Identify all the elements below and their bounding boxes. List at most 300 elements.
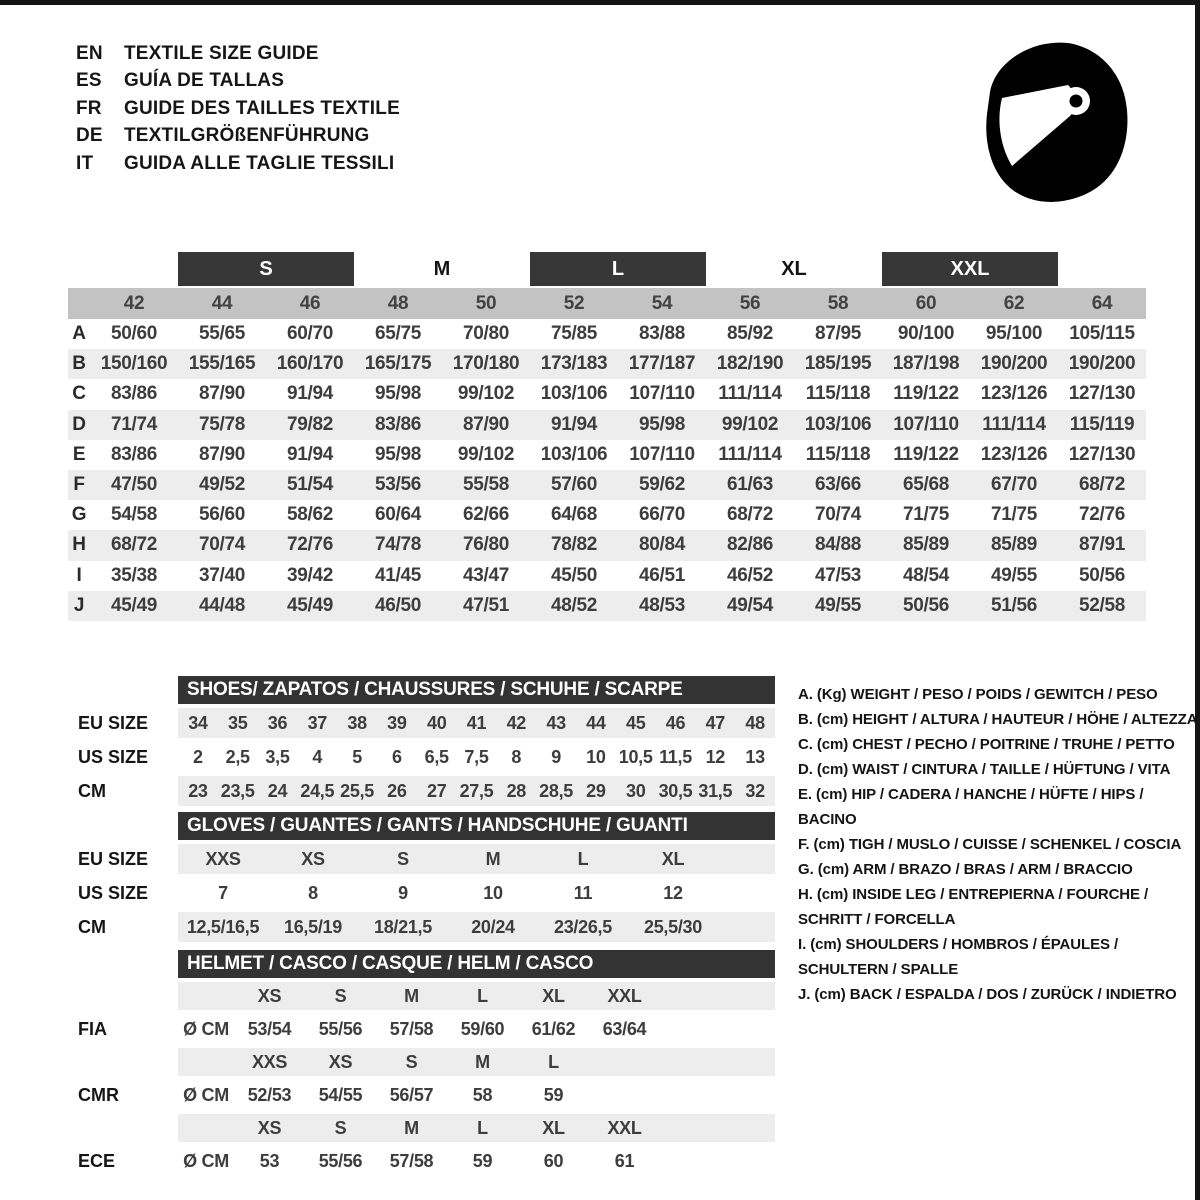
helmet-size-header — [178, 1114, 775, 1142]
helmet-size-label: M — [404, 985, 419, 1006]
size-value: 48/52 — [550, 594, 598, 616]
size-header-spacer — [78, 982, 178, 1010]
section-value: 26 — [387, 780, 407, 801]
language-title: TEXTILE SIZE GUIDE — [124, 42, 319, 64]
size-value: 87/90 — [198, 383, 246, 405]
language-title: GUIDA ALLE TAGLIE TESSILI — [124, 152, 395, 174]
section-row — [78, 742, 775, 772]
helmet-size-value: 60 — [543, 1150, 564, 1171]
size-value: 50/56 — [902, 594, 950, 616]
size-value: 71/75 — [902, 504, 950, 526]
size-value: 103/106 — [804, 413, 872, 435]
size-value: 46/50 — [374, 594, 422, 616]
numeric-size: 42 — [123, 292, 145, 314]
section-row — [78, 776, 775, 806]
shoes-size-section — [78, 676, 775, 810]
section-row-label: EU SIZE — [78, 848, 149, 869]
numeric-size: 64 — [1091, 292, 1113, 314]
helmet-size-label: M — [475, 1051, 490, 1072]
size-value: 49/55 — [814, 594, 862, 616]
measurement-row — [68, 440, 1146, 470]
language-row — [76, 40, 400, 68]
section-value: 25,5 — [340, 780, 374, 801]
size-value: 107/110 — [893, 413, 959, 435]
section-value: 30,5 — [658, 780, 693, 801]
helmet-size-value: 52/53 — [247, 1084, 292, 1105]
size-value: 72/76 — [286, 534, 334, 556]
section-value: 4 — [312, 746, 323, 767]
measurement-row — [68, 410, 1146, 440]
helmet-size-label: XXS — [251, 1051, 288, 1072]
size-value: 43/47 — [462, 564, 510, 586]
size-value: 70/74 — [814, 504, 862, 526]
size-value: 115/118 — [805, 383, 871, 405]
helmet-size-label: L — [477, 1117, 488, 1138]
helmet-size-value: 59/60 — [460, 1018, 505, 1039]
size-header-spacer — [78, 1048, 178, 1076]
language-title-list — [76, 40, 400, 178]
size-value: 155/165 — [188, 353, 256, 375]
helmet-size-value: 55/56 — [318, 1018, 363, 1039]
section-row — [78, 912, 775, 942]
helmet-size-value: 57/58 — [389, 1018, 434, 1039]
legend-item: B. (cm) HEIGHT / ALTURA / HAUTEUR / HÖHE / ALTEZZA — [798, 711, 1198, 728]
size-value: 49/55 — [990, 564, 1038, 586]
row-letter: D — [72, 413, 86, 435]
title-spacer — [78, 676, 178, 704]
language-code: DE — [76, 125, 103, 147]
row-letter: C — [72, 383, 86, 405]
size-value: 55/58 — [462, 474, 510, 496]
numeric-size: 60 — [915, 292, 937, 314]
section-value: 2,5 — [225, 746, 250, 767]
size-value: 150/160 — [100, 353, 168, 375]
section-value: 10 — [483, 882, 503, 903]
section-value: 5 — [352, 746, 362, 767]
size-value: 45/49 — [110, 594, 158, 616]
measurement-row — [68, 561, 1146, 591]
helmet-size-value: 58 — [472, 1084, 493, 1105]
section-value: 23 — [188, 780, 208, 801]
size-value: 91/94 — [550, 413, 598, 435]
size-value: 45/50 — [550, 564, 598, 586]
size-value: 78/82 — [550, 534, 598, 556]
section-value: S — [397, 848, 409, 869]
diameter-unit: Ø CM — [183, 1084, 229, 1105]
language-title: GUÍA DE TALLAS — [124, 70, 285, 92]
measurement-row — [68, 319, 1146, 349]
numeric-band-spacer — [68, 288, 90, 319]
size-value: 95/98 — [374, 383, 422, 405]
unit-spacer — [178, 982, 234, 1010]
section-value: 31,5 — [698, 780, 733, 801]
size-value: 173/183 — [540, 353, 608, 375]
section-title-bar: SHOES/ ZAPATOS / CHAUSSURES / SCHUHE / SCARPE — [178, 676, 775, 704]
size-value: 65/75 — [374, 323, 422, 345]
section-title-line — [78, 676, 775, 704]
legend-item: E. (cm) HIP / CADERA / HANCHE / HÜFTE / HIPS / BACINO — [798, 786, 1144, 828]
size-letter-row — [68, 252, 1146, 286]
standard-label: CMR — [78, 1084, 119, 1105]
section-value: 39 — [387, 712, 407, 733]
language-row — [76, 123, 400, 151]
size-value: 75/85 — [550, 323, 598, 345]
helmet-size-value: 61/62 — [531, 1018, 576, 1039]
section-value: 43 — [546, 712, 566, 733]
helmet-size-label: XXL — [607, 1117, 642, 1138]
section-value: 25,5/30 — [644, 916, 702, 937]
size-value: 182/190 — [716, 353, 784, 375]
helmet-size-label: XS — [328, 1051, 353, 1072]
section-value: 41 — [466, 712, 487, 733]
size-value: 107/110 — [629, 443, 695, 465]
top-border-line — [0, 0, 1200, 5]
language-row — [76, 150, 400, 178]
size-value: 41/45 — [374, 564, 422, 586]
section-value: 13 — [745, 746, 765, 767]
section-value: M — [485, 848, 501, 869]
helmet-size-value: 56/57 — [389, 1084, 434, 1105]
size-value: 190/200 — [980, 353, 1048, 375]
section-title-line — [78, 812, 775, 840]
size-value: 60/70 — [286, 323, 334, 345]
section-row-values — [178, 708, 775, 738]
size-value: 55/65 — [198, 323, 246, 345]
size-value: 51/56 — [990, 594, 1038, 616]
section-row-label: CM — [78, 916, 106, 937]
helmet-size-label: XL — [542, 985, 565, 1006]
section-value: 35 — [227, 712, 248, 733]
size-value: 59/62 — [638, 474, 686, 496]
size-header-spacer — [78, 1114, 178, 1142]
size-value: 99/102 — [457, 443, 515, 465]
section-value: 7 — [218, 882, 228, 903]
size-letter-xxl: XXL — [882, 252, 1058, 286]
size-value: 85/92 — [726, 323, 774, 345]
section-value: 32 — [745, 780, 765, 801]
helmet-size-label: M — [404, 1117, 419, 1138]
legend-item: J. (cm) BACK / ESPALDA / DOS / ZURÜCK / INDIETRO — [798, 986, 1177, 1003]
size-value: 64/68 — [550, 504, 598, 526]
section-value: 12 — [705, 746, 725, 767]
helmet-size-label: L — [477, 985, 488, 1006]
size-value: 57/60 — [550, 474, 598, 496]
size-letter-l: L — [530, 252, 706, 286]
language-code: ES — [76, 70, 102, 92]
legend-item: C. (cm) CHEST / PECHO / POITRINE / TRUHE / PETTO — [798, 736, 1175, 753]
size-value: 72/76 — [1078, 504, 1126, 526]
numeric-size: 54 — [651, 292, 673, 314]
numeric-size: 44 — [211, 292, 233, 314]
size-value: 58/62 — [286, 504, 334, 526]
size-value: 60/64 — [374, 504, 422, 526]
helmet-size-label: XXL — [607, 985, 642, 1006]
size-value: 63/66 — [814, 474, 862, 496]
row-letter: H — [72, 534, 86, 556]
section-value: 11,5 — [659, 746, 692, 767]
section-value: 28 — [506, 780, 526, 801]
section-value: 34 — [188, 712, 208, 733]
size-value: 170/180 — [452, 353, 520, 375]
measurement-row — [68, 591, 1146, 621]
section-value: 23,5 — [220, 780, 255, 801]
helmet-value-line — [78, 1014, 775, 1044]
measurement-legend — [798, 682, 1198, 1007]
size-value: 105/115 — [1069, 323, 1135, 345]
size-value: 35/38 — [110, 564, 158, 586]
section-value: XL — [661, 848, 685, 869]
helmet-size-header-line — [78, 1048, 775, 1076]
numeric-size: 46 — [299, 292, 321, 314]
language-title: GUIDE DES TAILLES TEXTILE — [124, 97, 400, 119]
measurement-row — [68, 500, 1146, 530]
section-row-values — [178, 844, 775, 874]
size-value: 91/94 — [286, 443, 334, 465]
helmet-size-value: 59 — [543, 1084, 564, 1105]
size-value: 68/72 — [1078, 474, 1126, 496]
size-value: 50/60 — [110, 323, 158, 345]
size-value: 44/48 — [198, 594, 246, 616]
size-value: 37/40 — [198, 564, 246, 586]
section-value: 36 — [267, 712, 288, 733]
size-value: 49/54 — [726, 594, 774, 616]
size-value: 74/78 — [374, 534, 422, 556]
section-value: 12 — [663, 882, 683, 903]
helmet-size-header — [178, 1048, 775, 1076]
size-value: 75/78 — [198, 413, 246, 435]
size-letter-s: S — [178, 252, 354, 286]
racing-helmet-icon — [980, 40, 1132, 213]
right-border-line — [1195, 0, 1200, 1200]
section-value: 24 — [267, 780, 288, 801]
size-value: 70/74 — [198, 534, 246, 556]
size-value: 91/94 — [286, 383, 334, 405]
size-value: 111/114 — [718, 383, 782, 405]
size-value: 51/54 — [286, 474, 334, 496]
section-value: 8 — [308, 882, 318, 903]
section-value: 27,5 — [459, 780, 494, 801]
unit-spacer — [178, 1048, 234, 1076]
helmet-size-label: XS — [257, 1117, 282, 1138]
section-row-label: EU SIZE — [78, 712, 149, 733]
section-value: 28,5 — [539, 780, 573, 801]
helmet-size-header-line — [78, 982, 775, 1010]
row-letter: E — [72, 443, 86, 465]
section-value: 9 — [398, 882, 408, 903]
size-value: 127/130 — [1068, 383, 1136, 405]
size-value: 87/90 — [462, 413, 510, 435]
helmet-size-header-line — [78, 1114, 775, 1142]
size-value: 49/52 — [198, 474, 246, 496]
numeric-size: 56 — [739, 292, 761, 314]
size-value: 47/53 — [814, 564, 862, 586]
row-letter: G — [71, 504, 87, 526]
size-value: 165/175 — [364, 353, 432, 375]
section-row-values — [178, 912, 775, 942]
unit-spacer — [178, 1114, 234, 1142]
size-value: 71/75 — [990, 504, 1038, 526]
row-letter: A — [72, 323, 86, 345]
size-value: 177/187 — [628, 353, 696, 375]
size-value: 67/70 — [990, 474, 1038, 496]
section-value: 6 — [392, 746, 402, 767]
section-value: 2 — [193, 746, 203, 767]
section-row-values — [178, 878, 775, 908]
section-value: XS — [301, 848, 325, 869]
helmet-value-line — [78, 1080, 775, 1110]
standard-label: FIA — [78, 1018, 107, 1039]
row-letter: F — [73, 474, 85, 496]
size-value: 65/68 — [902, 474, 950, 496]
section-value: 23/26,5 — [554, 916, 612, 937]
size-value: 111/114 — [718, 443, 782, 465]
section-value: 24,5 — [300, 780, 335, 801]
size-value: 111/114 — [982, 413, 1046, 435]
section-title-line — [78, 950, 775, 978]
section-value: L — [577, 848, 589, 869]
size-value: 70/80 — [462, 323, 510, 345]
size-value: 87/90 — [198, 443, 246, 465]
section-row-label: US SIZE — [78, 882, 149, 903]
size-value: 185/195 — [804, 353, 872, 375]
section-value: 38 — [347, 712, 367, 733]
numeric-size: 52 — [563, 292, 585, 314]
size-value: 83/86 — [110, 383, 158, 405]
gloves-size-section — [78, 812, 775, 946]
diameter-unit: Ø CM — [183, 1018, 229, 1039]
helmet-size-header — [178, 982, 775, 1010]
section-value: 40 — [426, 712, 447, 733]
section-title-bar: GLOVES / GUANTES / GANTS / HANDSCHUHE / GUANTI — [178, 812, 775, 840]
size-value: 95/98 — [374, 443, 422, 465]
section-value: 44 — [586, 712, 606, 733]
size-value: 115/119 — [1069, 413, 1135, 435]
size-letter-m: M — [433, 257, 451, 280]
size-value: 46/51 — [638, 564, 686, 586]
size-value: 61/63 — [726, 474, 774, 496]
helmet-size-value: 63/64 — [602, 1018, 647, 1039]
language-code: IT — [76, 152, 94, 174]
measurement-row — [68, 470, 1146, 500]
size-value: 87/91 — [1078, 534, 1126, 556]
section-value: 10 — [586, 746, 606, 767]
size-value: 80/84 — [638, 534, 686, 556]
helmet-size-value: 53/54 — [247, 1018, 292, 1039]
helmet-values — [178, 1014, 775, 1044]
size-value: 83/86 — [374, 413, 422, 435]
section-row-label: US SIZE — [78, 746, 149, 767]
section-value: 45 — [625, 712, 646, 733]
size-value: 46/52 — [726, 564, 774, 586]
legend-item: G. (cm) ARM / BRAZO / BRAS / ARM / BRACCIO — [798, 861, 1133, 878]
numeric-size-band — [68, 288, 1146, 319]
helmet-size-value: 59 — [472, 1150, 493, 1171]
section-value: 30 — [625, 780, 646, 801]
size-value: 56/60 — [198, 504, 246, 526]
numeric-size: 48 — [387, 292, 409, 314]
size-value: 48/53 — [638, 594, 686, 616]
size-value: 71/74 — [110, 413, 158, 435]
size-value: 90/100 — [897, 323, 955, 345]
helmet-size-label — [589, 1048, 660, 1076]
title-spacer — [78, 950, 178, 978]
helmet-size-label: S — [405, 1051, 418, 1072]
size-value: 190/200 — [1068, 353, 1136, 375]
section-value: 29 — [586, 780, 606, 801]
section-value: 8 — [511, 746, 522, 767]
helmet-size-value — [589, 1080, 660, 1110]
size-value: 85/89 — [902, 534, 950, 556]
standard-label: ECE — [78, 1150, 116, 1171]
section-value: 46 — [665, 712, 686, 733]
size-value: 48/54 — [902, 564, 950, 586]
numeric-size: 58 — [827, 292, 849, 314]
section-row — [78, 844, 775, 874]
section-value: 9 — [551, 746, 561, 767]
legend-item: I. (cm) SHOULDERS / HOMBROS / ÉPAULES / SCHULTERN / SPALLE — [798, 936, 1119, 978]
size-value: 82/86 — [726, 534, 774, 556]
section-value: 16,5/19 — [284, 916, 342, 937]
helmet-value-line — [78, 1146, 775, 1176]
size-value: 45/49 — [286, 594, 334, 616]
legend-item: D. (cm) WAIST / CINTURA / TAILLE / HÜFTUNG / VITA — [798, 761, 1171, 778]
section-row-values — [178, 776, 775, 806]
size-value: 187/198 — [892, 353, 960, 375]
size-value: 52/58 — [1078, 594, 1126, 616]
helmet-values — [178, 1146, 775, 1176]
section-value: 10,5 — [618, 746, 653, 767]
size-value: 99/102 — [721, 413, 779, 435]
size-value: 127/130 — [1068, 443, 1136, 465]
size-value: 160/170 — [276, 353, 344, 375]
size-value: 39/42 — [286, 564, 334, 586]
helmet-size-label: S — [334, 985, 347, 1006]
size-value: 123/126 — [980, 383, 1048, 405]
size-value: 103/106 — [540, 443, 608, 465]
helmet-size-value: 57/58 — [389, 1150, 434, 1171]
size-value: 103/106 — [540, 383, 608, 405]
helmet-size-section — [78, 950, 775, 1180]
legend-item: F. (cm) TIGH / MUSLO / CUISSE / SCHENKEL / COSCIA — [798, 836, 1182, 853]
size-value: 84/88 — [814, 534, 862, 556]
size-value: 47/50 — [110, 474, 158, 496]
measurement-row — [68, 530, 1146, 560]
size-value: 95/100 — [985, 323, 1043, 345]
size-value: 47/51 — [462, 594, 510, 616]
row-letter: I — [76, 564, 82, 586]
size-value: 85/89 — [990, 534, 1038, 556]
size-value: 50/56 — [1078, 564, 1126, 586]
numeric-size: 62 — [1003, 292, 1025, 314]
legend-item: A. (Kg) WEIGHT / PESO / POIDS / GEWITCH / PESO — [798, 686, 1158, 703]
helmet-size-label: L — [548, 1051, 559, 1072]
helmet-size-value: 61 — [614, 1150, 635, 1171]
size-value: 95/98 — [638, 413, 686, 435]
numeric-size: 50 — [475, 292, 497, 314]
section-value: 47 — [705, 712, 725, 733]
helmet-size-label: XL — [542, 1117, 565, 1138]
section-value: 7,5 — [464, 746, 489, 767]
size-value: 119/122 — [893, 443, 959, 465]
legend-item: H. (cm) INSIDE LEG / ENTREPIERNA / FOURCHE / SCHRITT / FORCELLA — [798, 886, 1149, 928]
size-value: 83/86 — [110, 443, 158, 465]
section-row — [78, 878, 775, 908]
size-value: 99/102 — [457, 383, 515, 405]
size-value: 54/58 — [110, 504, 158, 526]
section-value: 6,5 — [424, 746, 449, 767]
size-value: 68/72 — [726, 504, 774, 526]
diameter-unit: Ø CM — [183, 1150, 229, 1171]
